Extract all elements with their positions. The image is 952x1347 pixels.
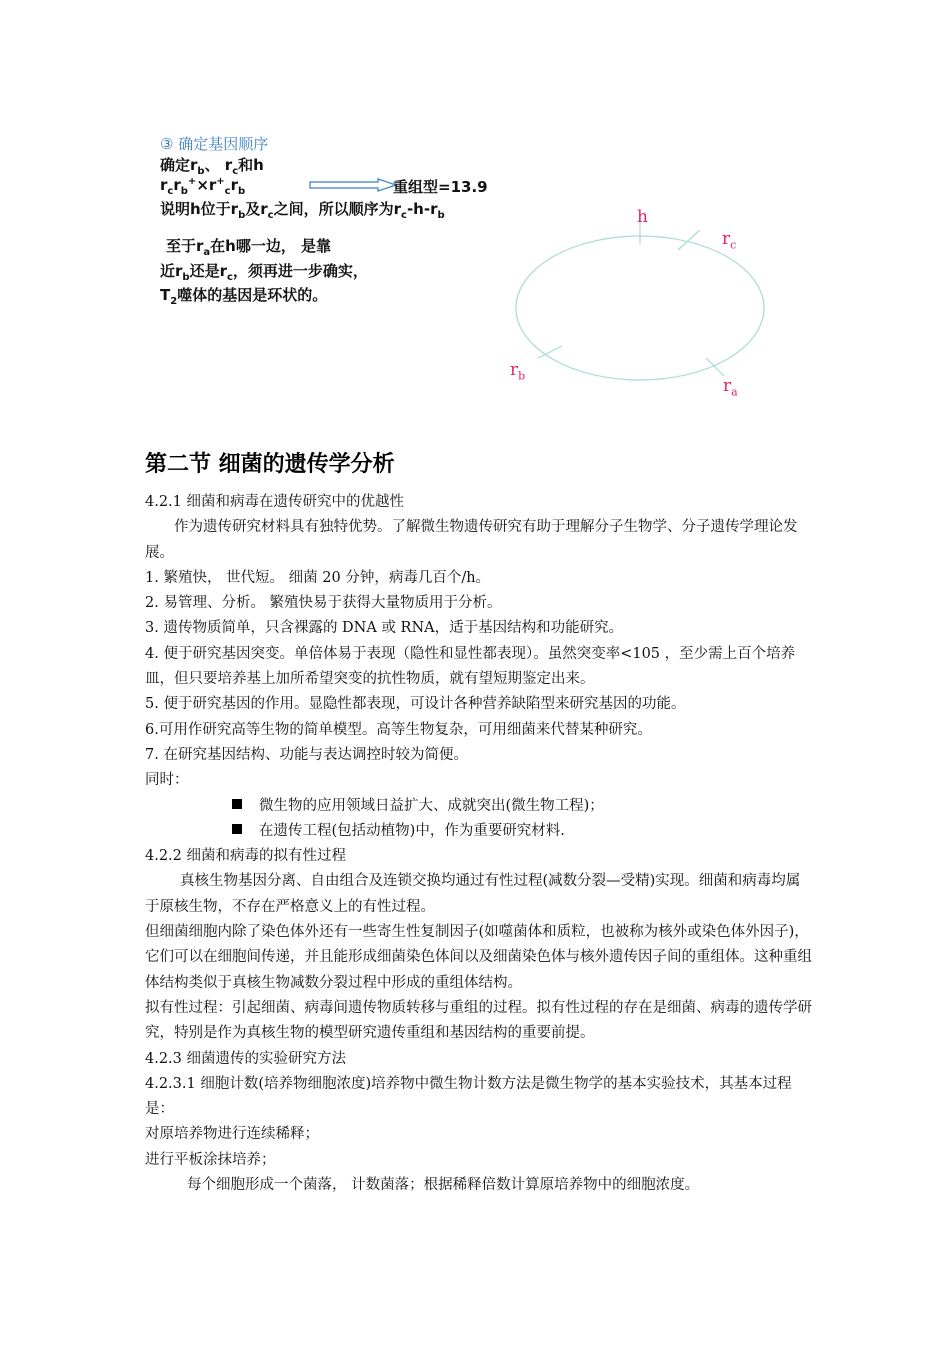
gene-label-h: h (637, 207, 648, 227)
gene-circle-map (500, 200, 780, 400)
subsection-heading: 4.2.3 细菌遗传的实验研究方法 (145, 1050, 347, 1067)
line-ra-position: 至于$r_a$在h哪一边， 是靠 (166, 237, 332, 258)
list-item: 6.可用作研究高等生物的简单模型。高等生物复杂，可用细菌来代替某种研究。 (145, 721, 652, 738)
body-text (145, 490, 812, 1198)
line-determine: 确定$r_b$、 $r_c$和h (160, 156, 264, 177)
line-circular: $T_2$噬体的基因是环状的。 (160, 286, 328, 307)
paragraph: 每个细胞形成一个菌落， 计数菌落；根据稀释倍数计算原培养物中的细胞浓度。 (187, 1177, 700, 1194)
gene-label-ra: $r_a$ (723, 376, 738, 399)
bullet-item: 在遗传工程(包括动植物)中，作为重要研究材料. (145, 819, 812, 844)
paragraph: 4.2.3.1 细胞计数(培养物细胞浓度)培养物中微生物计数方法是微生物学的基本实验技术，其基本过程是： (145, 1075, 792, 1118)
list-item: 2. 易管理、分析。 繁殖快易于获得大量物质用于分析。 (145, 595, 502, 612)
paragraph: 作为遗传研究材料具有独特优势。了解微生物遗传研究有助于理解分子生物学、分子遗传学理论发展。 (145, 519, 798, 561)
paragraph: 真核生物基因分离、自由组合及连锁交换均通过有性过程(减数分裂—受精)实现。细菌和病毒均属于原核生物，不存在严格意义上的有性过程。 (145, 873, 801, 915)
gene-label-rb: $r_b$ (510, 360, 526, 383)
line-explain: 说明h位于$r_b$及$r_c$之间，所以顺序为$r_c-h-r_b$ (160, 200, 445, 221)
subsection-heading: 4.2.1 细菌和病毒在遗传研究中的优越性 (145, 494, 405, 510)
list-item: 4. 便于研究基因突变。单倍体易于表现（隐性和显性都表现）。虽然突变率<105 ，至少需上百个培养皿，但只要培养基上加所希望突变的抗性物质，就有望短期鉴定出来。 (145, 645, 796, 688)
list-item: 1. 繁殖快， 世代短。 细菌 20 分钟，病毒几百个/h。 (145, 569, 491, 586)
section-title: 第二节 细菌的遗传学分析 (145, 452, 395, 477)
bullet-item: 微生物的应用领域日益扩大、成就突出(微生物工程)； (145, 794, 812, 819)
recombinant-value: 重组型=13.9 (393, 178, 488, 196)
paragraph: 同时： (145, 772, 189, 789)
paragraph: 拟有性过程：引起细菌、病毒间遗传物质转移与重组的过程。拟有性过程的存在是细菌、病毒的遗传学研究，特别是作为真核生物的模型研究遗传重组和基因结构的重要前提。 (145, 999, 812, 1042)
square-bullet-icon (232, 799, 242, 809)
line-cross: $r_cr_b^+\times r^+_cr_b$ (160, 176, 246, 197)
paragraph: 对原培养物进行连续稀释； (145, 1126, 319, 1143)
step-heading: ③ 确定基因顺序 (160, 135, 269, 153)
right-arrow-icon (308, 178, 398, 192)
tick-ra (706, 358, 724, 376)
gene-circle (516, 236, 764, 380)
line-need-confirm: 近$r_b$还是$r_c$，须再进一步确实， (160, 262, 368, 283)
subsection-heading: 4.2.2 细菌和病毒的拟有性过程 (145, 848, 347, 865)
gene-label-rc: $r_c$ (722, 229, 737, 252)
list-item: 3. 遗传物质简单，只含裸露的 DNA 或 RNA，适于基因结构和功能研究。 (145, 620, 624, 637)
paragraph: 进行平板涂抹培养； (145, 1151, 276, 1168)
paragraph: 但细菌细胞内除了染色体外还有一些寄生性复制因子(如噬菌体和质粒，也被称为核外或染色体外因子)，它们可以在细胞间传递，并且能形成细菌染色体间以及细菌染色体与核外遗传因子间的重组体。这种重组体结构类似于真核生物减数分裂过程中形成的重组体结构。 (145, 924, 812, 991)
list-item: 7. 在研究基因结构、功能与表达调控时较为简便。 (145, 746, 468, 763)
square-bullet-icon (232, 824, 242, 834)
list-item: 5. 便于研究基因的作用。显隐性都表现，可设计各种营养缺陷型来研究基因的功能。 (145, 696, 686, 713)
